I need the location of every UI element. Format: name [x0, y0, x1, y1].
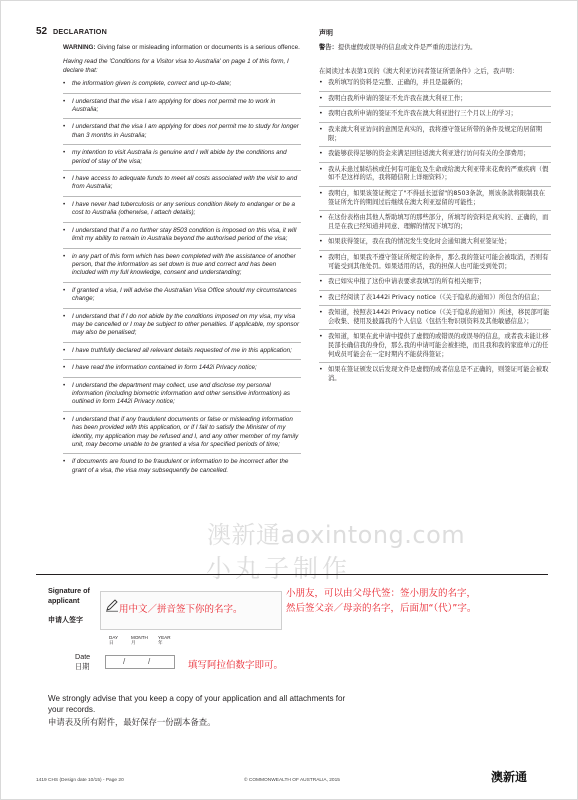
declaration-chinese [319, 44, 551, 389]
declaration-item-cn: • 我已经阅读了表1442i Privacy notice（《关于隐私的通知》）所包含的信息； [319, 294, 551, 307]
declaration-item-cn: • 我明白，如果该签证规定了"不得延长逗留"的8503条款，则该条款将限制我在签证所允许的期间过后继续在澳大利亚逗留的可能性； [319, 190, 551, 211]
date-field[interactable] [105, 655, 175, 669]
date-annotation: 填写阿拉伯数字即可。 [188, 660, 284, 671]
guardian-signing-note: 小朋友，可以由父母代签：签小朋友的名字， 然后签父亲／母亲的名字，后面加“（代）”字。 [286, 588, 477, 614]
pen-icon [105, 598, 119, 612]
declaration-item-cn: • 我明白我所申请的签证不允许我在澳大利亚工作； [319, 95, 551, 108]
declaration-item-cn: • 我已如实申报了这份申请表要求我填写的所有相关细节； [319, 278, 551, 291]
declaration-item: • if documents are found to be fraudulent or information to be incorrect after the grant of a visa, the visa may subsequently be cancelled. [63, 458, 301, 479]
declaration-item: • if granted a visa, I will advise the Australian Visa Office should my circumstances change; [63, 287, 301, 309]
declaration-item-cn: • 我知道，如果在此申请中提供了虚假的或错误的或误导的信息，或者我未能让移民部长确信我的身份，那么我的申请可能会被拒绝，而且我和我的家庭单元的任何成员可能会在一定时期内不能获得签证； [319, 333, 551, 363]
watermark-author: 小丸子制作 [206, 554, 352, 583]
keep-copy-advice-cn: 申请表及所有附件，最好保存一份副本备查。 [48, 717, 216, 727]
declaration-item-cn: • 如果获得签证，我在我的情况发生变化时会通知澳大利亚签证处； [319, 238, 551, 251]
section-title-cn: 声明 [319, 29, 333, 37]
declaration-item-cn: • 在这份表格由其他人帮助填写的那些部分，所填写的资料是真实的、正确的，而且是在我已经知道并同意、理解的情况下填写的； [319, 214, 551, 235]
declaration-item: • the information given is complete, correct and up-to-date; [63, 80, 301, 93]
declaration-item-cn: • 我明白我所申请的签证不允许我在澳大利亚进行三个月以上的学习； [319, 110, 551, 123]
keep-copy-advice: We strongly advise that you keep a copy of your application and all attachments for your records. [48, 694, 346, 714]
declaration-item: • I understand that the visa I am applying for does not permit me to study for longer than 3 months in Australia; [63, 123, 301, 145]
declaration-item-cn: • 我所填写的资料是完整、正确的，并且是最新的； [319, 79, 551, 92]
declaration-item: • I have truthfully declared all relevant details requested of me in this application; [63, 347, 301, 360]
date-separator: / [148, 657, 151, 666]
watermark-site: 澳新通aoxintong.com [207, 521, 466, 549]
warning-text: WARNING: Giving false or misleading information or documents is a serious offence. [63, 44, 300, 51]
declaration-item: • in any part of this form which has been completed with the assistance of another person, that the information as set down is true and correct and has been included with my full knowledge, consent and understanding; [63, 253, 301, 283]
copyright: © COMMONWEALTH OF AUSTRALIA, 2015 [244, 778, 340, 783]
declaration-item: • I understand that if a no further stay 8503 condition is imposed on this visa, it will limit my ability to remain in Australia beyond the authorised period of the visa; [63, 227, 301, 249]
declaration-list-cn [319, 79, 551, 386]
date-year-header: YEAR 年 [158, 635, 171, 646]
declaration-item-cn: • 我从未患过肺结核或任何有可能危及生命或给澳大利亚带来花费的严重疾病（假如不是这样的话，我将随信附上详细资料）； [319, 166, 551, 187]
declaration-item: • I understand that if I do not abide by the conditions imposed on my visa, my visa may be cancelled or I may be subject to other penalties. If applicable, my sponsor may also be penalised; [63, 313, 301, 343]
declaration-item: • I understand that if any fraudulent documents or false or misleading information has been provided with this application, or if I fail to satisfy the Minister of my identity, my application may be refused and I, and any other member of my family unit, may become unable to be granted a visa for specified periods of time; [63, 416, 301, 455]
declaration-item: • my intention to visit Australia is genuine and I will abide by the conditions and period of stay of the visa; [63, 149, 301, 171]
declaration-item-cn: • 我明白，如果我不遵守签证所规定的条件，那么我的签证可能会被取消，否则有可能受到其他处罚。如果适用的话，我的担保人也可能受到处罚； [319, 254, 551, 275]
declaration-english [63, 44, 301, 483]
declaration-item: • I understand that the visa I am applying for does not permit me to work in Australia; [63, 98, 301, 120]
question-number: 52 [36, 26, 48, 37]
declaration-item-cn: • 我来澳大利亚访问的意图是真实的，我将遵守签证所带的条件及规定的居留期限； [319, 126, 551, 147]
declaration-intro: Having read the 'Conditions for a Visitor visa to Australia' on page 1 of this form, I declare that: [63, 58, 289, 74]
signature-label-cn: 申请人签字 [48, 616, 83, 624]
form-code: 1419 CHS (Design date 10/15) - Page 20 [36, 778, 124, 783]
signature-annotation: 用中文／拼音签下你的名字。 [119, 604, 243, 615]
declaration-item: • I understand the department may collect, use and disclose my personal information (including biometric information and other sensitive information) as outlined in form 1442i Privacy notice; [63, 382, 301, 412]
date-month-header: MONTH 月 [131, 635, 148, 646]
declaration-item: • I have never had tuberculosis or any serious condition likely to endanger or be a cost to Australia (otherwise, I attach details); [63, 201, 301, 223]
section-title: DECLARATION [53, 27, 107, 36]
declaration-item-cn: • 我能够获得足够的资金来满足回往返澳大利亚进行访问有关的全部费用； [319, 150, 551, 163]
declaration-intro-cn: 在阅读过本表第1页的《澳大利亚访问者签证所需条件》之后，我声明： [319, 67, 519, 75]
date-day-header: DAY 日 [109, 635, 119, 646]
section-divider [36, 574, 548, 575]
date-separator: / [123, 657, 126, 666]
signature-label: Signature of applicant [48, 586, 90, 605]
declaration-item: • I have read the information contained in form 1442i Privacy notice; [63, 364, 301, 377]
declaration-item: • I have access to adequate funds to meet all costs associated with the visit to and from Australia; [63, 175, 301, 197]
date-label: Date 日期 [75, 652, 91, 671]
declaration-list [63, 80, 301, 479]
site-logo: 澳新通 [491, 770, 528, 784]
declaration-item-cn: • 我知道，按照表1442i Privacy notice（《关于隐私的通知》）所述，移民部可能会收集、使用及披露我的个人信息（包括生物识别资料及其他敏感信息）； [319, 309, 551, 330]
warning-text-cn: 警告：提供虚假或误导的信息或文件是严重的违法行为。 [319, 44, 477, 51]
declaration-item-cn: • 如果在签证颁发以后发现文件是虚假的或者信息是不正确的，则签证可能会被取消。 [319, 366, 551, 386]
